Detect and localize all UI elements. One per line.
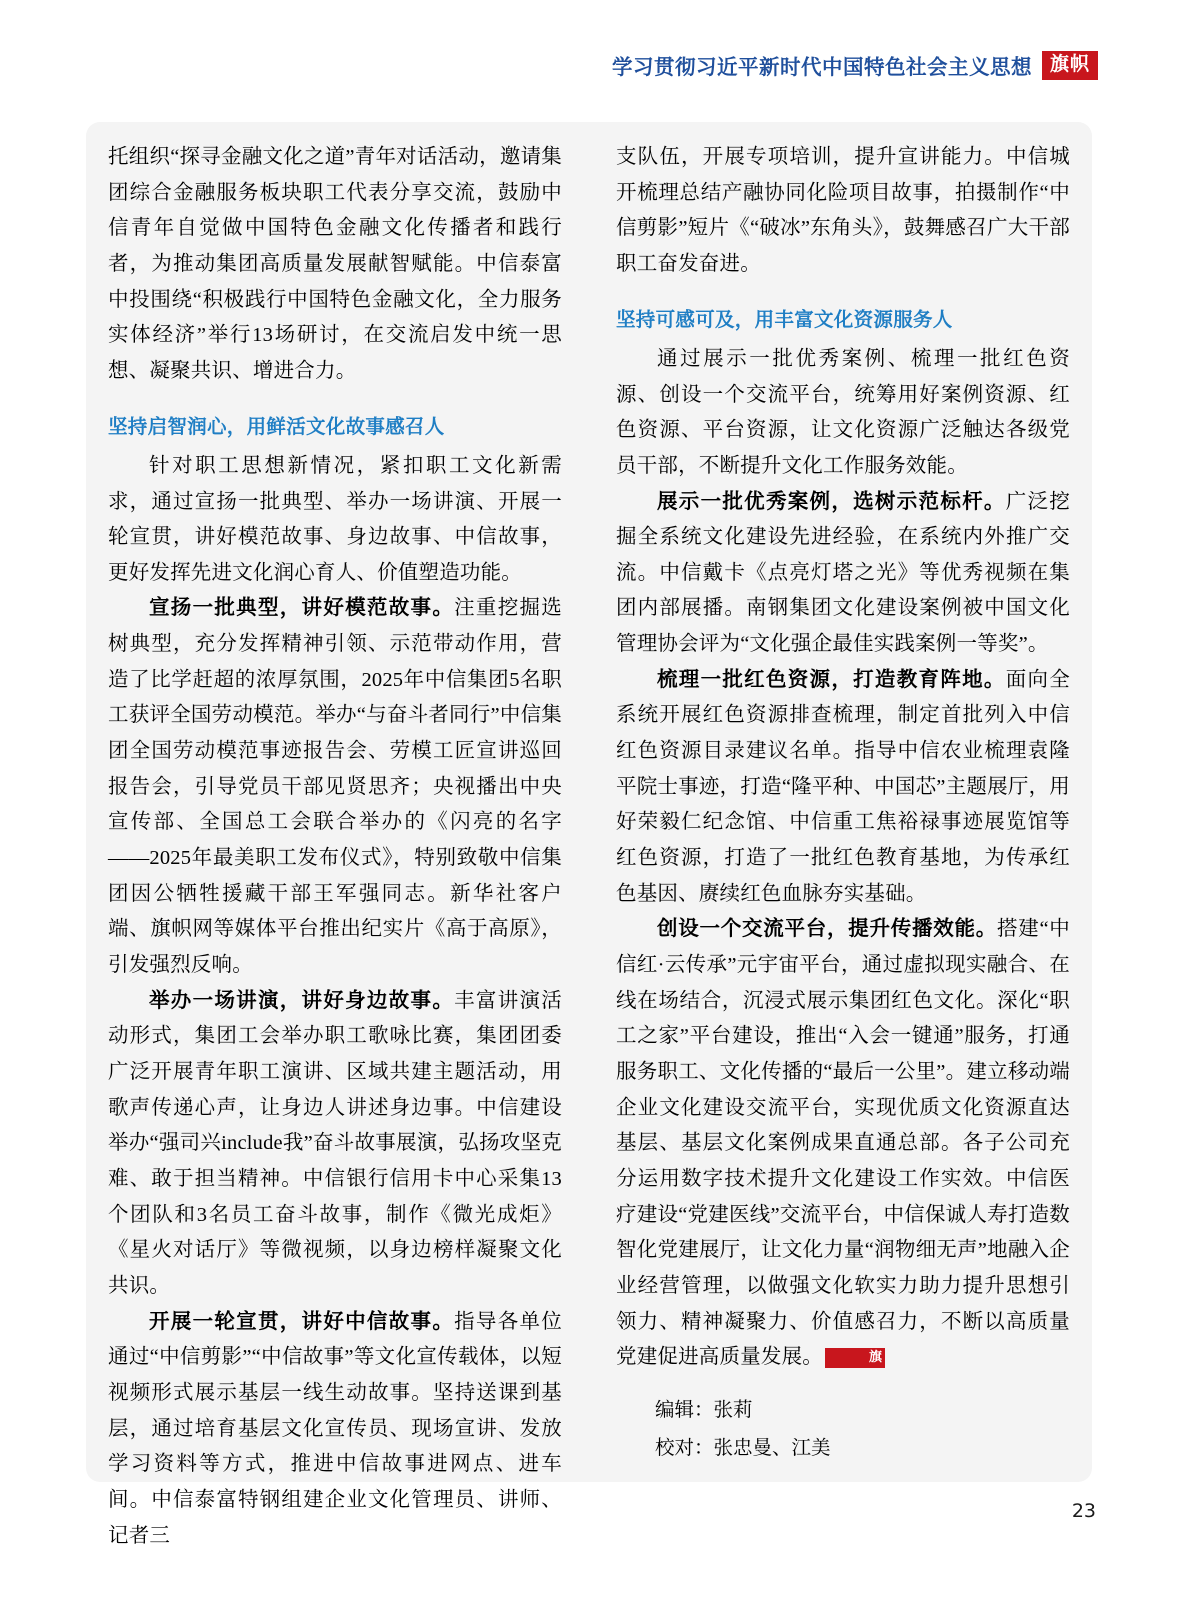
paragraph-body: 搭建“中信红·云传承”元宇宙平台，通过虚拟现实融合、在线在场结合，沉浸式展示集团红色文化。深化“职工之家”平台建设，推出“入会一键通”服务，打通服务职工、文化传播的“最后一公里”。建立移动端企业文化建设交流平台，实现优质文化资源直达基层、基层文化案例成果直通总部。各子公司充分运用数字技术提升文化建设工作实效。中信医疗建设“党建医线”交流平台，中信保诚人寿打造数智化党建展厅，让文化力量“润物细无声”地融入企业经营管理，以做强文化软实力助力提升思想引领力、精神凝聚力、价值感召力，不断以高质量党建促进高质量发展。 xyxy=(616,918,1070,1369)
magazine-logo: 旗帜 xyxy=(1042,51,1098,80)
paragraph-continued-right: 支队伍，开展专项培训，提升宣讲能力。中信城开梳理总结产融协同化险项目故事，拍摄制作“中信剪影”短片《“破冰”东角头》，鼓舞感召广大干部职工奋发奋进。 xyxy=(616,146,1070,275)
paragraph xyxy=(108,591,562,983)
paragraph xyxy=(108,984,562,1305)
article-columns xyxy=(108,140,1070,1547)
paragraph-body: 丰富讲演活动形式，集团工会举办职工歌咏比赛，集团团委广泛开展青年职工演讲、区域共建主题活动，用歌声传递心声，让身边人讲述身边事。中信建设举办“强司兴include我”奋斗故事展演，弘扬攻坚克难、敢于担当精神。中信银行信用卡中心采集13个团队和3名员工奋斗故事，制作《微光成炬》《星火对话厅》等微视频，以身边榜样凝聚文化共识。 xyxy=(108,989,562,1297)
paragraph-lead: 创设一个交流平台，提升传播效能。 xyxy=(657,918,997,941)
proofreader-credit: 校对：张忠曼、江美 xyxy=(655,1435,831,1459)
paragraph xyxy=(616,912,1070,1376)
paragraph-body: 广泛挖掘全系统文化建设先进经验，在系统内外推广交流。中信戴卡《点亮灯塔之光》等优秀视频在集团内部展播。南钢集团文化建设案例被中国文化管理协会评为“文化强企最佳实践案例一等奖”。 xyxy=(616,490,1070,656)
paragraph: 通过展示一批优秀案例、梳理一批红色资源、创设一个交流平台，统筹用好案例资源、红色资源、平台资源，让文化资源广泛触达各级党员干部，不断提升文化工作服务效能。 xyxy=(616,347,1070,477)
editor-credit: 编辑：张莉 xyxy=(655,1397,753,1421)
page-header xyxy=(612,50,1098,80)
paragraph-lead: 展示一批优秀案例，选树示范标杆。 xyxy=(657,490,1006,513)
paragraph-lead: 梳理一批红色资源，打造教育阵地。 xyxy=(657,668,1006,691)
paragraph-lead: 宣扬一批典型，讲好模范故事。 xyxy=(149,597,455,620)
paragraph: 针对职工思想新情况，紧扣职工文化新需求，通过宣扬一批典型、举办一场讲演、开展一轮宣贯，讲好模范故事、身边故事、中信故事，更好发挥先进文化润心育人、价值塑造功能。 xyxy=(108,454,562,584)
section-subhead-left: 坚持启智润心，用鲜活文化故事感召人 xyxy=(108,414,445,438)
paragraph-lead: 开展一轮宣贯，讲好中信故事。 xyxy=(149,1310,455,1333)
paragraph-lead: 举办一场讲演，讲好身边故事。 xyxy=(149,989,455,1012)
section-subhead-right: 坚持可感可及，用丰富文化资源服务人 xyxy=(616,307,953,331)
paragraph-body: 注重挖掘选树典型，充分发挥精神引领、示范带动作用，营造了比学赶超的浓厚氛围，2025年中信集团5名职工获评全国劳动模范。举办“与奋斗者同行”中信集团全国劳动模范事迹报告会、劳模工匠宣讲巡回报告会，引导党员干部见贤思齐；央视播出中央宣传部、全国总工会联合举办的《闪亮的名字——2025年最美职工发布仪式》，特别致敬中信集团因公牺牲援藏干部王军强同志。新华社客户端、旗帜网等媒体平台推出纪实片《高于高原》，引发强烈反响。 xyxy=(108,597,562,977)
end-of-article-mark: 旗 xyxy=(825,1348,885,1368)
right-column xyxy=(616,140,1070,1470)
paragraph xyxy=(108,1305,562,1555)
header-title: 学习贯彻习近平新时代中国特色社会主义思想 xyxy=(611,55,1032,79)
paragraph-body: 指导各单位通过“中信剪影”“中信故事”等文化宣传载体，以短视频形式展示基层一线生动故事。坚持送课到基层，通过培育基层文化宣传员、现场宣讲、发放学习资料等方式，推进中信故事进网点、进车间。中信泰富特钢组建企业文化管理员、讲师、记者三 xyxy=(108,1310,562,1547)
paragraph-continued-left: 托组织“探寻金融文化之道”青年对话活动，邀请集团综合金融服务板块职工代表分享交流，鼓励中信青年自觉做中国特色金融文化传播者和践行者，为推动集团高质量发展献智赋能。中信泰富中投围绕“积极践行中国特色金融文化，全力服务实体经济”举行13场研讨，在交流启发中统一思想、凝聚共识、增进合力。 xyxy=(108,146,562,382)
paragraph-body: 面向全系统开展红色资源排查梳理，制定首批列入中信红色资源目录建议名单。指导中信农业梳理袁隆平院士事迹，打造“隆平种、中国芯”主题展厅，用好荣毅仁纪念馆、中信重工焦裕禄事迹展览馆等红色资源，打造了一批红色教育基地，为传承红色基因、赓续红色血脉夯实基础。 xyxy=(616,668,1070,905)
paragraph xyxy=(616,485,1070,663)
paragraph xyxy=(616,663,1070,913)
page-number: 23 xyxy=(1071,1500,1096,1522)
left-column xyxy=(108,140,562,1547)
